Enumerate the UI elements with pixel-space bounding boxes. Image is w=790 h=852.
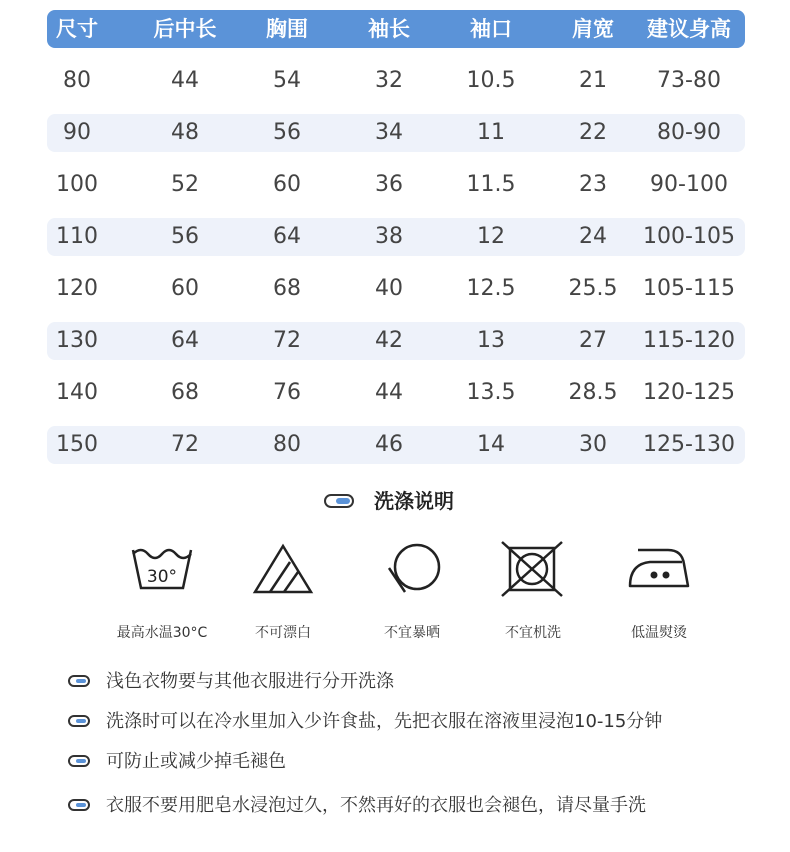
table-cell: 32: [375, 68, 403, 93]
table-cell: 56: [273, 120, 301, 145]
table-cell: 34: [375, 120, 403, 145]
table-header-row: [47, 10, 745, 48]
table-cell: 11.5: [466, 172, 516, 197]
header-cell: 袖长: [368, 17, 410, 41]
note-text: 浅色衣物要与其他衣服进行分开洗涤: [106, 671, 394, 692]
table-cell: 14: [477, 432, 505, 457]
table-cell: 24: [579, 224, 607, 249]
no-sun-dry-icon: [377, 540, 447, 600]
table-cell: 28.5: [568, 380, 618, 405]
table-cell: 25.5: [568, 276, 618, 301]
table-cell: 64: [273, 224, 301, 249]
table-cell: 68: [273, 276, 301, 301]
table-cell: 27: [579, 328, 607, 353]
header-cell: 建议身高: [647, 17, 731, 41]
table-cell: 100-105: [643, 224, 735, 249]
table-row: [47, 166, 745, 204]
table-cell: 52: [171, 172, 199, 197]
table-cell: 30: [579, 432, 607, 457]
table-cell: 54: [273, 68, 301, 93]
size-table: [47, 10, 745, 478]
wash-title: 洗涤说明: [374, 489, 454, 513]
care-low-iron: [594, 540, 724, 650]
table-cell: 44: [171, 68, 199, 93]
wash-temp: 30°: [146, 567, 178, 587]
note-text: 洗涤时可以在冷水里加入少许食盐，先把衣服在溶液里浸泡10-15分钟: [106, 711, 663, 732]
table-cell: 80: [273, 432, 301, 457]
table-row: [47, 218, 745, 256]
table-row: [47, 374, 745, 412]
table-cell: 90: [63, 120, 91, 145]
note-text: 衣服不要用肥皂水浸泡过久，不然再好的衣服也会褪色，请尽量手洗: [106, 795, 646, 816]
table-cell: 22: [579, 120, 607, 145]
table-cell: 12.5: [466, 276, 516, 301]
care-label: 不宜暴晒: [384, 625, 440, 641]
table-cell: 120-125: [643, 380, 735, 405]
toggle-icon: [68, 715, 90, 727]
table-cell: 13.5: [466, 380, 516, 405]
care-label: 不可漂白: [255, 625, 311, 641]
care-no-bleach: [218, 540, 348, 650]
table-cell: 120: [56, 276, 98, 301]
table-row: [47, 322, 745, 360]
care-wash-30: [97, 540, 227, 650]
toggle-icon: [324, 494, 354, 508]
table-row: [47, 114, 745, 152]
table-cell: 72: [171, 432, 199, 457]
table-cell: 46: [375, 432, 403, 457]
table-cell: 56: [171, 224, 199, 249]
toggle-icon: [68, 799, 90, 811]
table-body: [47, 62, 745, 464]
table-cell: 80-90: [657, 120, 721, 145]
table-cell: 68: [171, 380, 199, 405]
table-cell: 60: [273, 172, 301, 197]
no-bleach-icon: [248, 540, 318, 600]
table-cell: 90-100: [650, 172, 728, 197]
no-machine-wash-icon: [498, 540, 568, 600]
note-text: 可防止或减少掉毛褪色: [106, 751, 286, 772]
header-cell: 袖口: [470, 17, 512, 41]
table-cell: 130: [56, 328, 98, 353]
table-cell: 21: [579, 68, 607, 93]
table-cell: 72: [273, 328, 301, 353]
table-cell: 10.5: [466, 68, 516, 93]
table-cell: 23: [579, 172, 607, 197]
header-cell: 尺寸: [56, 17, 98, 41]
care-no-sun-dry: [347, 540, 477, 650]
table-cell: 100: [56, 172, 98, 197]
table-row: [47, 270, 745, 308]
table-cell: 12: [477, 224, 505, 249]
care-no-machine-wash: [468, 540, 598, 650]
header-cell: 肩宽: [572, 17, 614, 41]
wash-30-icon: [127, 540, 197, 600]
table-cell: 105-115: [643, 276, 735, 301]
table-cell: 13: [477, 328, 505, 353]
table-cell: 64: [171, 328, 199, 353]
table-cell: 80: [63, 68, 91, 93]
table-cell: 11: [477, 120, 505, 145]
table-cell: 125-130: [643, 432, 735, 457]
table-cell: 60: [171, 276, 199, 301]
table-cell: 150: [56, 432, 98, 457]
care-label: 不宜机洗: [505, 625, 561, 641]
low-iron-icon: [624, 540, 694, 600]
care-label: 最高水温30°C: [116, 625, 208, 641]
table-cell: 73-80: [657, 68, 721, 93]
care-label: 低温熨烫: [631, 625, 687, 641]
table-cell: 38: [375, 224, 403, 249]
table-cell: 44: [375, 380, 403, 405]
table-cell: 36: [375, 172, 403, 197]
table-cell: 110: [56, 224, 98, 249]
header-cell: 胸围: [266, 17, 308, 41]
table-cell: 42: [375, 328, 403, 353]
header-cell: 后中长: [153, 17, 217, 41]
table-cell: 140: [56, 380, 98, 405]
table-row: [47, 62, 745, 100]
table-row: [47, 426, 745, 464]
toggle-icon: [68, 755, 90, 767]
toggle-icon: [68, 675, 90, 687]
table-cell: 40: [375, 276, 403, 301]
table-cell: 76: [273, 380, 301, 405]
wash-section-title: [0, 486, 790, 516]
table-cell: 115-120: [643, 328, 735, 353]
table-cell: 48: [171, 120, 199, 145]
